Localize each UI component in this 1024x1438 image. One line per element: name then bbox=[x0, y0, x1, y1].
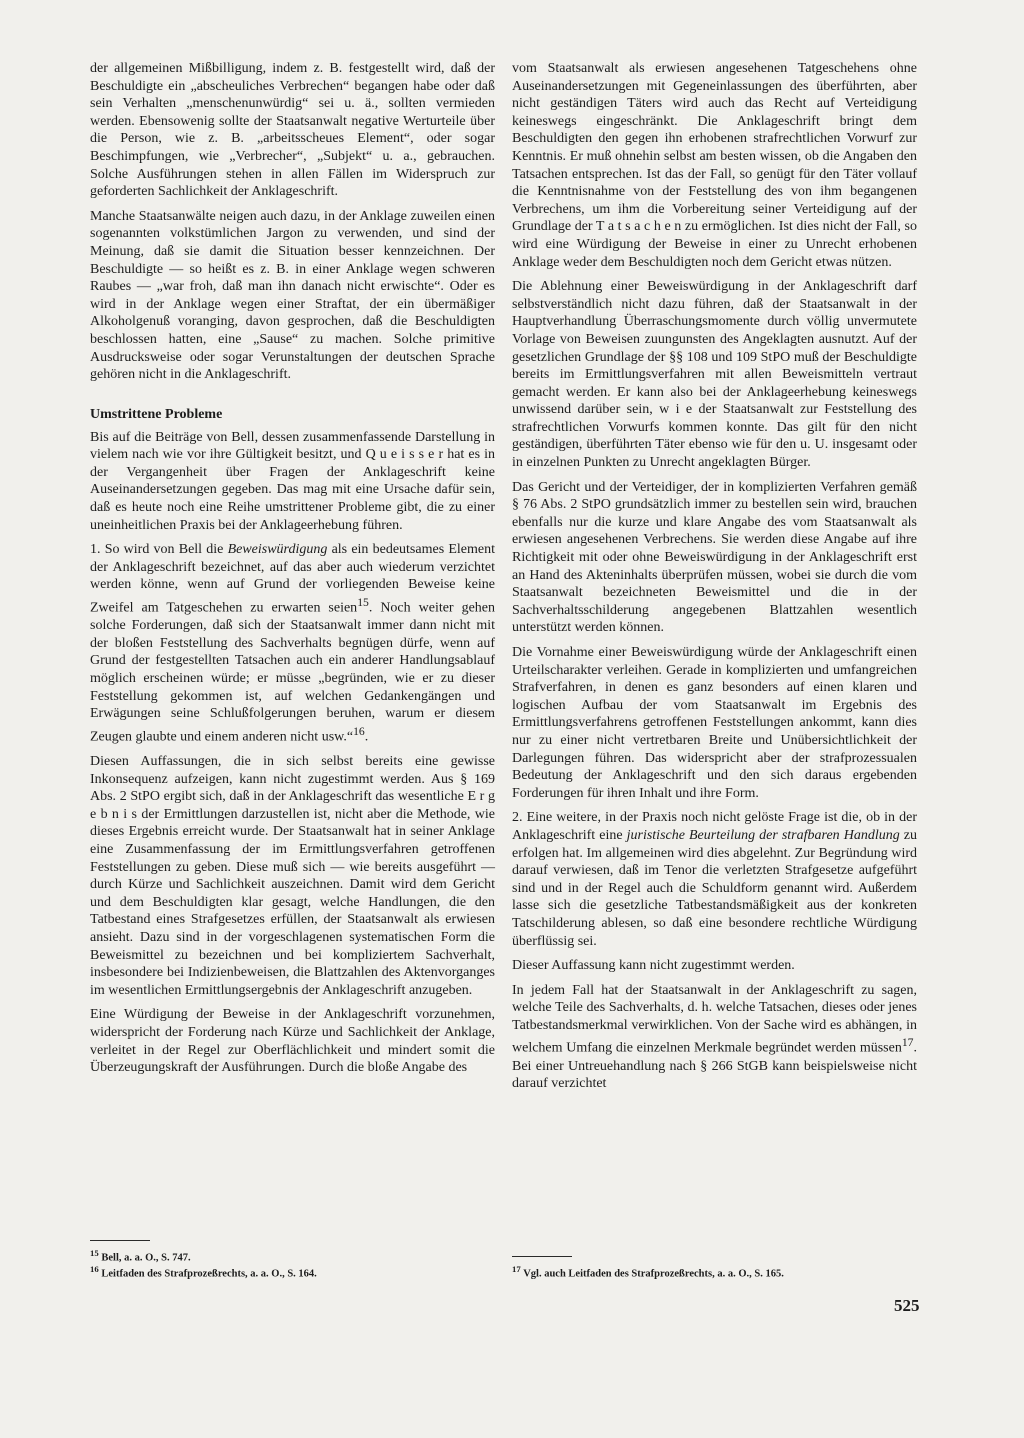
paragraph: Eine Würdigung der Beweise in der Anklageschrift vorzunehmen, widerspricht der Forderung nach Kürze und Sachlichkeit der Anklage, verleitet in der Regel zur Oberflächlichkeit und mindert somit die Überzeugungskraft der Ausführungen. Durch die bloße Angabe des bbox=[90, 1007, 495, 1076]
paragraph: vom Staatsanwalt als erwiesen angesehenen Tatgeschehens ohne Auseinandersetzungen mit Gegeneinlassungen des überführten, aber nicht geständigen Täters wird auch das Recht auf Verteidigung keineswegs eingeschränkt. Die Anklageschrift bringt dem Beschuldigten den gegen ihn erhobenen strafrechtlichen Vorwurf zur Kenntnis. Er muß ohnehin selbst am besten wissen, ob die Angaben den Tatsachen entsprechen. Ist das der Fall, so genügt für den Täter vollauf die Kenntnisnahme von der Feststellung des von ihm begangenen Verbrechens, um ihm die Vorbereitung seiner Verteidigung auf der Grundlage der T a t s a c h e n zu ermöglichen. Ist dies nicht der Fall, so wird eine Würdigung der Beweise in einer zu Unrecht erhobenen Anklage weder dem Beschuldigten noch dem Gericht etwas nützen. bbox=[512, 61, 917, 270]
text: . Bei einer Untreuehandlung nach § 266 StGB kann beispielsweise nicht darauf verzichtet bbox=[512, 1041, 917, 1092]
paragraph: Dieser Auffassung kann nicht zugestimmt werden. bbox=[512, 958, 795, 974]
text: In jedem Fall hat der Staatsanwalt in der Anklageschrift zu sagen, welche Teile des Sachverhalts, d. h. welche Tatsachen, dieses oder jenes Tatbestandsmerkmal verwirklichen. Von der Sache wird es abhängen, in welchem Umfang die einzelnen Merkmale begründet werden müssen bbox=[512, 982, 917, 1057]
paragraph: Die Vornahme einer Beweiswürdigung würde der Anklageschrift einen Urteilscharakter verleihen. Gerade in komplizierten und umfangreichen Strafverfahren, in denen es ganz besonders auf einen klaren und logischen Aufbau der vom Staatsanwalt im Ergebnis des Ermittlungsverfahrens getroffenen Feststellungen ankommt, kann dies nur zu einer nicht vertretbaren Breite und Unübersichtlichkeit der Darlegungen führen. Das widerspricht aber der strafprozessualen Bedeutung der Anklageschrift und den sich daraus ergebenden Forderungen für ihren Inhalt und ihre Form. bbox=[512, 645, 917, 801]
section-heading: Umstrittene Probleme bbox=[90, 406, 223, 422]
footnote-number: 16 bbox=[90, 1264, 99, 1274]
footnote-number: 15 bbox=[90, 1248, 99, 1258]
text: 2. Eine weitere, in der Praxis noch nicht gelöste Frage ist die, ob in der Anklageschrift eine bbox=[512, 810, 917, 843]
page-number: 525 bbox=[894, 1296, 920, 1315]
left-column bbox=[90, 60, 495, 1084]
paragraph bbox=[512, 982, 917, 1093]
paragraph bbox=[512, 809, 917, 950]
right-column bbox=[512, 60, 917, 1100]
emphasis: juristische Beurteilung der strafbaren Handlung bbox=[626, 827, 900, 843]
text: 1. So wird von Bell die bbox=[90, 542, 228, 558]
footnote-rule bbox=[512, 1256, 572, 1257]
footnote-ref: 15 bbox=[357, 596, 369, 610]
emphasis: Beweiswürdigung bbox=[227, 542, 328, 558]
paragraph: Manche Staatsanwälte neigen auch dazu, in der Anklage zuweilen einen sogenannten volkstümlichen Jargon zu verwenden, und sind der Meinung, daß sie damit die Situation besser kennzeichnen. Der Beschuldigte — so heißt es z. B. in einer Anklage wegen schweren Raubes — „war froh, daß man ihn danach nicht erwischte“. Oder es wird in der Anklage wegen einer Straftat, der ein übermäßiger Alkoholgenuß voranging, davon gesprochen, daß die Beschuldigten beschlossen hatten, eine „Sause“ zu machen. Solche primitive Ausdrucksweise oder sogar Verunstaltungen der deutschen Sprache gehören nicht in die Anklageschrift. bbox=[90, 208, 495, 383]
footnote-rule bbox=[90, 1240, 150, 1241]
text: . Noch weiter gehen solche Forderungen, daß sich der Staatsanwalt immer dann nicht mit der bloßen Feststellung des Sachverhalts begnügen dürfe, wenn auf Grund der festgestellten Tatsachen auch ein anderer Handlungsablauf möglich erscheinen würde; er müsse „begründen, wie er zu dieser Feststellung gekommen ist, auf welchen Gedankengängen und Erwägungen seine Schlußfolgerungen beruhen, warum er diesem Zeugen glaubte und einem anderen nicht usw.“ bbox=[90, 600, 495, 745]
footnote-16 bbox=[90, 1262, 317, 1282]
paragraph: Das Gericht und der Verteidiger, der in komplizierten Verfahren gemäß § 76 Abs. 2 StPO grundsätzlich immer zu bestellen sein wird, brauchen ebenfalls nur die kurze und klare Angabe des vom Staatsanwalt als erwiesen angesehenen Verbrechens. Sie werden diese Angabe auf ihre Richtigkeit mit oder ohne Beweiswürdigung in der Anklageschrift erst an Hand des Akteninhalts überprüfen müssen, wobei sie durch die vom Staatsanwalt bezeichneten Beweismittel und die in der Sachverhaltsschilderung angegebenen Blattzahlen wesentlich unterstützt werden können. bbox=[512, 479, 917, 636]
footnote-ref: 17 bbox=[901, 1036, 914, 1050]
footnote-ref: 16 bbox=[353, 724, 365, 738]
paragraph: Die Ablehnung einer Beweiswürdigung in der Anklageschrift darf selbstverständlich nicht dazu führen, daß der Staatsanwalt in der Hauptverhandlung Überraschungsmomente durch völlig unvermutete Vorlage von Beweisen zuungunsten des Angeklagten ausnutzt. Auf der gesetzlichen Grundlage der §§ 108 und 109 StPO muß der Beschuldigte bereits im Ermittlungsverfahren mit allen Beweismitteln vertraut gemacht werden. Er kann also bei der Anklageerhebung keineswegs unwissend darüber sein, w i e der Staatsanwalt zur Feststellung des strafrechtlichen Vorwurfs kommen konnte. Das gilt für den nicht geständigen, überführten Täter ebenso wie für den u. U. insgesamt oder in einzelnen Punkten zu Unrecht angeklagten Bürger. bbox=[512, 279, 917, 471]
paragraph bbox=[90, 541, 495, 746]
text: als ein bedeutsames Element der Anklageschrift bezeichnet, auf das aber auch wiederum verzichtet werden könne, wenn auf Grund der vorliegenden Beweise keine Zweifel am Tatgeschehen zu erwarten seien bbox=[90, 542, 495, 616]
footnote-number: 17 bbox=[512, 1264, 521, 1274]
footnote-17 bbox=[512, 1262, 784, 1282]
paragraph: der allgemeinen Mißbilligung, indem z. B. festgestellt wird, daß der Beschuldigte ein „abscheuliches Verbrechen“ begangen habe oder daß sein Verhalten „menschenunwürdig“ sei u. ä., sollten vermieden werden. Ebensowenig sollte der Staatsanwalt negative Werturteile über die Person, wie z. B. „arbeitsscheues Element“, oder sogar Beschimpfungen, wie „Verbrecher“, „Subjekt“ u. a., gebrauchen. Solche Ausführungen stehen in allen Fällen im Widerspruch zur geforderten Sachlichkeit der Anklageschrift. bbox=[90, 61, 495, 200]
footnote-text: Vgl. auch Leitfaden des Strafprozeßrechts, a. a. O., S. 165. bbox=[523, 1268, 784, 1280]
footnote-text: Bell, a. a. O., S. 747. bbox=[101, 1252, 191, 1264]
text: zu erfolgen hat. Im allgemeinen wird dies abgelehnt. Zur Begründung wird darauf verwiesen, daß im Tenor die verletzten Strafgesetze aufgeführt sind und in der Regel auch die Schuldform genannt wird. Außerdem lasse sich die gesetzliche Tatbestandsmäßigkeit aus der konkreten Tatschilderung ablesen, so daß eine besondere rechtliche Würdigung überflüssig sei. bbox=[512, 827, 917, 949]
paragraph: Diesen Auffassungen, die in sich selbst bereits eine gewisse Inkonsequenz aufzeigen, kann nicht zugestimmt werden. Aus § 169 Abs. 2 StPO ergibt sich, daß in der Anklageschrift das wesentliche E r g e b n i s der Ermittlungen darzustellen ist, nicht aber die Methode, wie dieses Ergebnis erreicht wurde. Der Staatsanwalt hat in seiner Anklage eine Zusammenfassung der im Ermittlungsverfahren getroffenen Feststellungen zu geben. Diese muß sich — wie bereits ausgeführt — durch Kürze und Sachlichkeit auszeichnen. Damit wird dem Gericht und dem Beschuldigten klar gesagt, welche Handlungen, die den Tatbestand eines Strafgesetzes erfüllen, der Staatsanwalt als erwiesen ansieht. Dazu sind in der vorgeschlagenen systematischen Form die Beweismittel zu bezeichnen und bei kompliziertem Sachverhalt, insbesondere bei Indizienbeweisen, die Blattzahlen des Aktenvorganges im wesentlichen Ermittlungsergebnis der Anklageschrift anzugeben. bbox=[90, 754, 495, 998]
text: . bbox=[364, 729, 369, 745]
paragraph: Bis auf die Beiträge von Bell, dessen zusammenfassende Darstellung in vielem nach wie vor ihre Gültigkeit besitzt, und Q u e i s s e r hat es in der Vergangenheit über Fragen der Anklageschrift keine Auseinandersetzungen gegeben. Das mag mit eine Ursache dafür sein, daß es heute noch eine Reihe umstrittener Probleme gibt, die zu einer uneinheitlichen Praxis bei der Anklageerhebung führen. bbox=[90, 429, 495, 533]
footnote-text: Leitfaden des Strafprozeßrechts, a. a. O., S. 164. bbox=[101, 1268, 317, 1280]
